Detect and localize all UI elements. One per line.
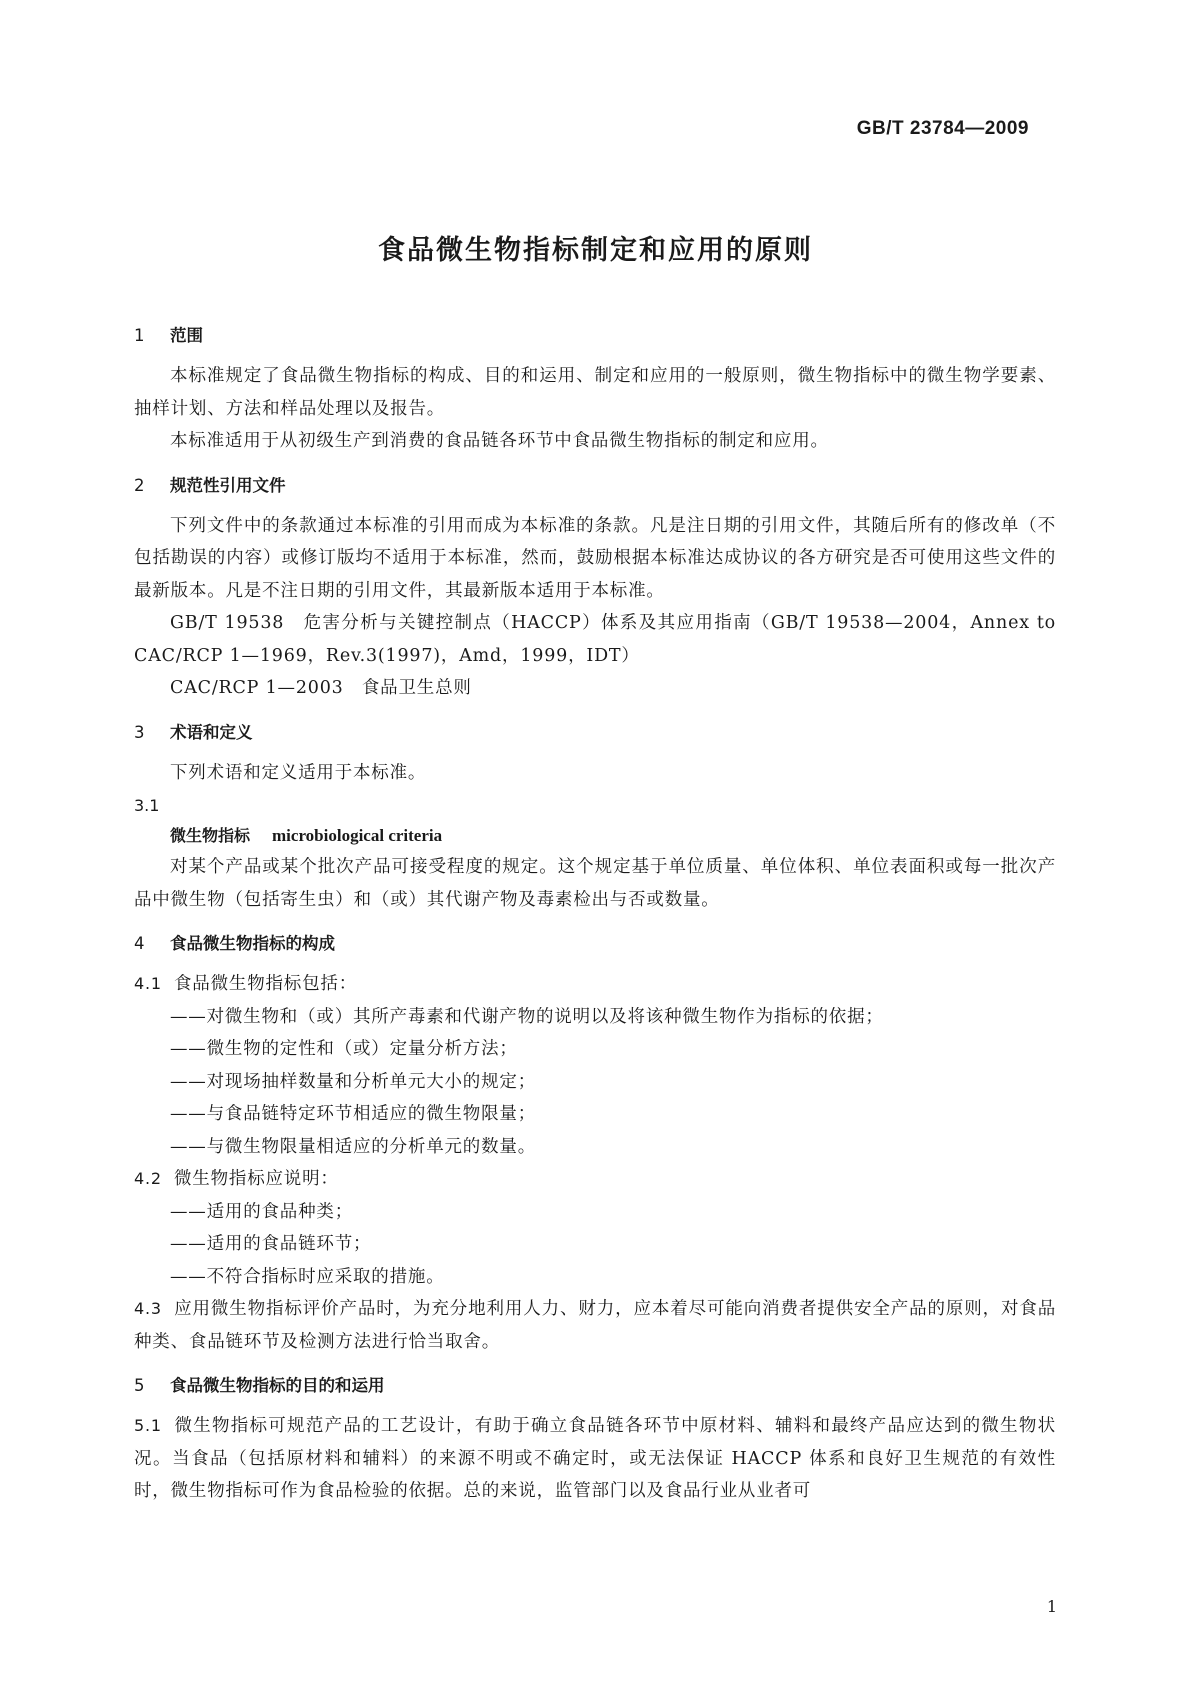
section-2-heading [134,472,1056,500]
list-item: ——微生物的定性和（或）定量分析方法； [170,1039,518,1059]
section-5-heading [134,1372,1056,1400]
list-item: ——对现场抽样数量和分析单元大小的规定； [170,1071,536,1092]
paragraph: 下列术语和定义适用于本标准。 [170,762,427,783]
reference-item: GB/T 19538 危害分析与关键控制点（HACCP）体系及其应用指南（GB/T 19538—2004，Annex to CAC/RCP 1—1969，Rev.3(1997)，Amd，1999，IDT） [134,613,1056,666]
section-title: 食品微生物指标的目的和运用 [170,1376,385,1395]
clause-number: 5.1 [134,1416,162,1435]
section-4-heading [134,930,1056,958]
clause-text: 应用微生物指标评价产品时，为充分地利用人力、财力，应本着尽可能向消费者提供安全产品的原则，对食品种类、食品链环节及检测方法进行恰当取舍。 [134,1299,1056,1352]
section-number: 3 [134,722,145,742]
clause-number: 4.3 [134,1299,162,1318]
section-title: 术语和定义 [170,722,253,742]
clause-text: 食品微生物指标包括： [174,974,357,994]
clause-number: 4.1 [134,974,162,993]
paragraph: 本标准适用于从初级生产到消费的食品链各环节中食品微生物指标的制定和应用。 [170,431,829,451]
section-title: 规范性引用文件 [170,475,286,495]
section-number: 2 [134,475,145,495]
clause-4-2 [134,1163,1056,1196]
clause-4-1 [134,968,1056,1001]
list-item: ——与微生物限量相适应的分析单元的数量。 [170,1136,536,1157]
term-english: microbiological criteria [272,826,443,845]
reference-item: CAC/RCP 1—2003 食品卫生总则 [170,678,472,698]
section-number: 1 [134,326,145,345]
term-chinese: 微生物指标 [170,826,251,845]
paragraph: 本标准规定了食品微生物指标的构成、目的和运用、制定和应用的一般原则，微生物指标中的微生物学要素、抽样计划、方法和样品处理以及报告。 [134,366,1056,419]
list-item: ——适用的食品种类； [170,1201,353,1222]
list-item: ——适用的食品链环节； [170,1234,372,1254]
section-title: 食品微生物指标的构成 [170,934,335,953]
document-body [134,322,1056,1508]
clause-text: 微生物指标应说明： [174,1169,339,1189]
list-item: ——对微生物和（或）其所产毒素和代谢产物的说明以及将该种微生物作为指标的依据； [170,1006,884,1027]
section-number: 5 [134,1376,145,1395]
paragraph: 下列文件中的条款通过本标准的引用而成为本标准的条款。凡是注日期的引用文件，其随后所有的修改单（不包括勘误的内容）或修订版均不适用于本标准，然而，鼓励根据本标准达成协议的各方研究是否可使用这些文件的最新版本。凡是不注日期的引用文件，其最新版本适用于本标准。 [134,515,1056,601]
term-definition: 对某个产品或某个批次产品可接受程度的规定。这个规定基于单位质量、单位体积、单位表面积或每一批次产品中微生物（包括寄生虫）和（或）其代谢产物及毒素检出与否或数量。 [134,857,1056,910]
page-number: 1 [1046,1597,1057,1616]
clause-number: 4.2 [134,1169,162,1188]
clause-number: 3.1 [134,796,160,815]
clause-text: 微生物指标可规范产品的工艺设计，有助于确立食品链各环节中原材料、辅料和最终产品应达到的微生物状况。当食品（包括原材料和辅料）的来源不明或不确定时，或无法保证 HACCP 体系和良好卫生规范的有效性时，微生物指标可作为食品检验的依据。总的来说，监管部门以及食品行业从业者可 [134,1416,1056,1501]
standard-code: GB/T 23784—2009 [856,118,1029,139]
list-item: ——与食品链特定环节相适应的微生物限量； [170,1104,536,1124]
list-item: ——不符合指标时应采取的措施。 [170,1266,445,1287]
section-title: 范围 [170,326,203,345]
clause-4-3 [134,1293,1056,1358]
section-3-heading [134,719,1056,747]
section-number: 4 [134,934,145,953]
clause-5-1 [134,1410,1056,1508]
section-1-heading [134,322,1056,350]
document-title: 食品微生物指标制定和应用的原则 [378,235,813,266]
term-entry [134,821,1056,851]
